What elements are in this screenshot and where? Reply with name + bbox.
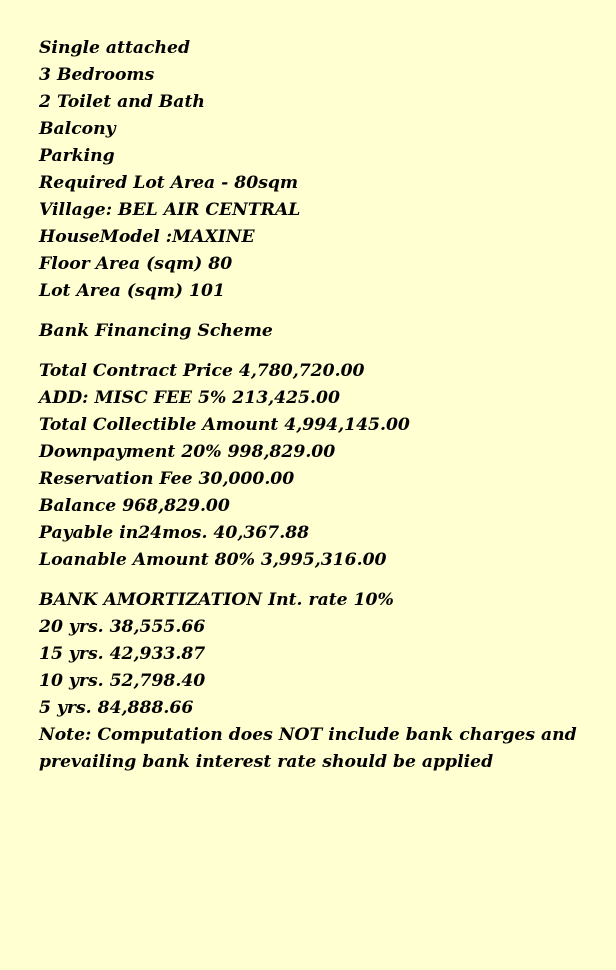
amortization-20-years: 20 yrs. 38,555.66 — [39, 617, 206, 637]
floor-area: Floor Area (sqm) 80 — [39, 254, 233, 274]
property-type: Single attached — [39, 38, 190, 58]
house-model: HouseModel :MAXINE — [39, 227, 255, 247]
property-details — [39, 35, 616, 305]
pricing-section — [39, 358, 616, 574]
amortization-10-years: 10 yrs. 52,798.40 — [39, 671, 206, 691]
parking: Parking — [39, 146, 115, 166]
financing-title: Bank Financing Scheme — [39, 321, 273, 341]
amortization-section — [39, 587, 616, 776]
balcony: Balcony — [39, 119, 116, 139]
village: Village: BEL AIR CENTRAL — [39, 200, 301, 220]
financing-section — [39, 318, 616, 345]
bedrooms: 3 Bedrooms — [39, 65, 155, 85]
total-contract-price: Total Contract Price 4,780,720.00 — [39, 361, 365, 381]
amortization-title: BANK AMORTIZATION Int. rate 10% — [39, 590, 394, 610]
loanable-amount: Loanable Amount 80% 3,995,316.00 — [39, 550, 387, 570]
balance: Balance 968,829.00 — [39, 496, 230, 516]
total-collectible-amount: Total Collectible Amount 4,994,145.00 — [39, 415, 410, 435]
payable-monthly: Payable in24mos. 40,367.88 — [39, 523, 310, 543]
section-gap — [39, 305, 616, 318]
reservation-fee: Reservation Fee 30,000.00 — [39, 469, 295, 489]
section-gap — [39, 345, 616, 358]
required-lot-area: Required Lot Area - 80sqm — [39, 173, 299, 193]
amortization-15-years: 15 yrs. 42,933.87 — [39, 644, 206, 664]
misc-fee: ADD: MISC FEE 5% 213,425.00 — [39, 388, 340, 408]
computation-note: Note: Computation does NOT include bank charges and prevailing bank interest rate should be applied — [39, 725, 577, 772]
downpayment: Downpayment 20% 998,829.00 — [39, 442, 336, 462]
toilet-and-bath: 2 Toilet and Bath — [39, 92, 205, 112]
lot-area: Lot Area (sqm) 101 — [39, 281, 225, 301]
amortization-5-years: 5 yrs. 84,888.66 — [39, 698, 194, 718]
section-gap — [39, 574, 616, 587]
